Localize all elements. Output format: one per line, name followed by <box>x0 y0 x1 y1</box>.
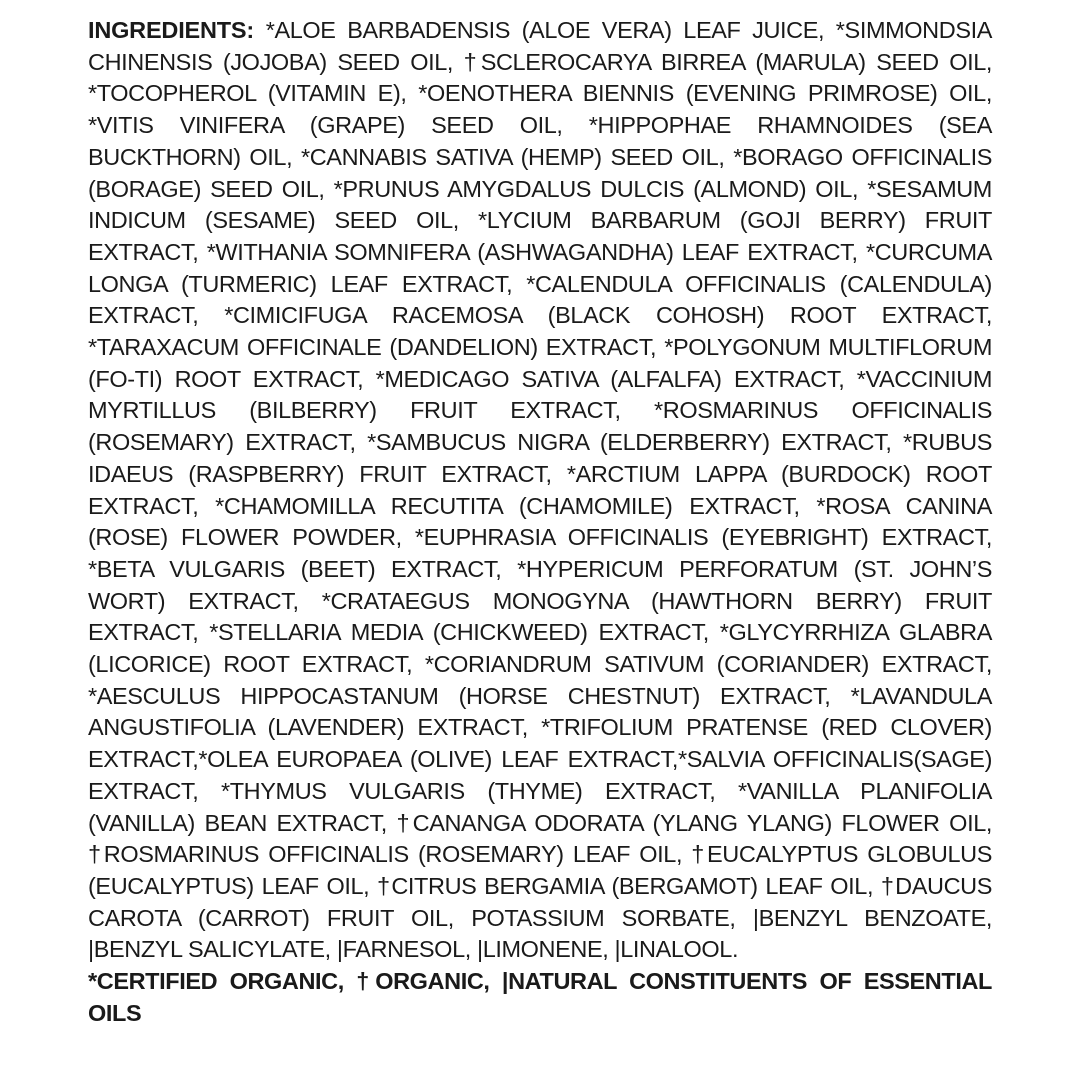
legend-paragraph: *CERTIFIED ORGANIC, †ORGANIC, |NATURAL CONSTITUENTS OF ESSENTIAL OILS <box>88 968 992 1026</box>
ingredients-paragraph <box>88 15 992 966</box>
ingredients-heading: INGREDIENTS: <box>88 17 255 43</box>
ingredients-text: *ALOE BARBADENSIS (ALOE VERA) LEAF JUICE, *SIMMONDSIA CHINENSIS (JOJOBA) SEED OIL, †SCLEROCARYA BIRREA (MARULA) SEED OIL, *TOCOPHEROL (VITAMIN E), *OENOTHERA BIENNIS (EVENING PRIMROSE) OIL, *VITIS VINIFERA (GRAPE) SEED OIL, *HIPPOPHAE RHAMNOIDES (SEA BUCKTHORN) OIL, *CANNABIS SATIVA (HEMP) SEED OIL, *BORAGO OFFICINALIS (BORAGE) SEED OIL, *PRUNUS AMYGDALUS DULCIS (ALMOND) OIL, *SESAMUM INDICUM (SESAME) SEED OIL, *LYCIUM BARBARUM (GOJI BERRY) FRUIT EXTRACT, *WITHANIA SOMNIFERA (ASHWAGANDHA) LEAF EXTRACT, *CURCUMA LONGA (TURMERIC) LEAF EXTRACT, *CALENDULA OFFICINALIS (CALENDULA) EXTRACT, *CIMICIFUGA RACEMOSA (BLACK COHOSH) ROOT EXTRACT, *TARAXACUM OFFICINALE (DANDELION) EXTRACT, *POLYGONUM MULTIFLORUM (FO-TI) ROOT EXTRACT, *MEDICAGO SATIVA (ALFALFA) EXTRACT, *VACCINIUM MYRTILLUS (BILBERRY) FRUIT EXTRACT, *ROSMARINUS OFFICINALIS (ROSEMARY) EXTRACT, *SAMBUCUS NIGRA (ELDERBERRY) EXTRACT, *RUBUS IDAEUS (RASPBERRY) FRUIT EXTRACT, *ARCTIUM LAPPA (BURDOCK) ROOT EXTRACT, *CHAMOMILLA RECUTITA (CHAMOMILE) EXTRACT, *ROSA CANINA (ROSE) FLOWER POWDER, *EUPHRASIA OFFICINALIS (EYEBRIGHT) EXTRACT, *BETA VULGARIS (BEET) EXTRACT, *HYPERICUM PERFORATUM (ST. JOHN’S WORT) EXTRACT, *CRATAEGUS MONOGYNA (HAWTHORN BERRY) FRUIT EXTRACT, *STELLARIA MEDIA (CHICKWEED) EXTRACT, *GLYCYRRHIZA GLABRA (LICORICE) ROOT EXTRACT, *CORIANDRUM SATIVUM (CORIANDER) EXTRACT, *AESCULUS HIPPOCASTANUM (HORSE CHESTNUT) EXTRACT, *LAVANDULA ANGUSTIFOLIA (LAVENDER) EXTRACT, *TRIFOLIUM PRATENSE (RED CLOVER) EXTRACT,*OLEA EUROPAEA (OLIVE) LEAF EXTRACT,*SALVIA OFFICINALIS(SAGE) EXTRACT, *THYMUS VULGARIS (THYME) EXTRACT, *VANILLA PLANIFOLIA (VANILLA) BEAN EXTRACT, †CANANGA ODORATA (YLANG YLANG) FLOWER OIL, †ROSMARINUS OFFICINALIS (ROSEMARY) LEAF OIL, †EUCALYPTUS GLOBULUS (EUCALYPTUS) LEAF OIL, †CITRUS BERGAMIA (BERGAMOT) LEAF OIL, †DAUCUS CAROTA (CARROT) FRUIT OIL, POTASSIUM SORBATE, |BENZYL BENZOATE, |BENZYL SALICYLATE, |FARNESOL, |LIMONENE, |LINALOOL. <box>88 17 992 963</box>
